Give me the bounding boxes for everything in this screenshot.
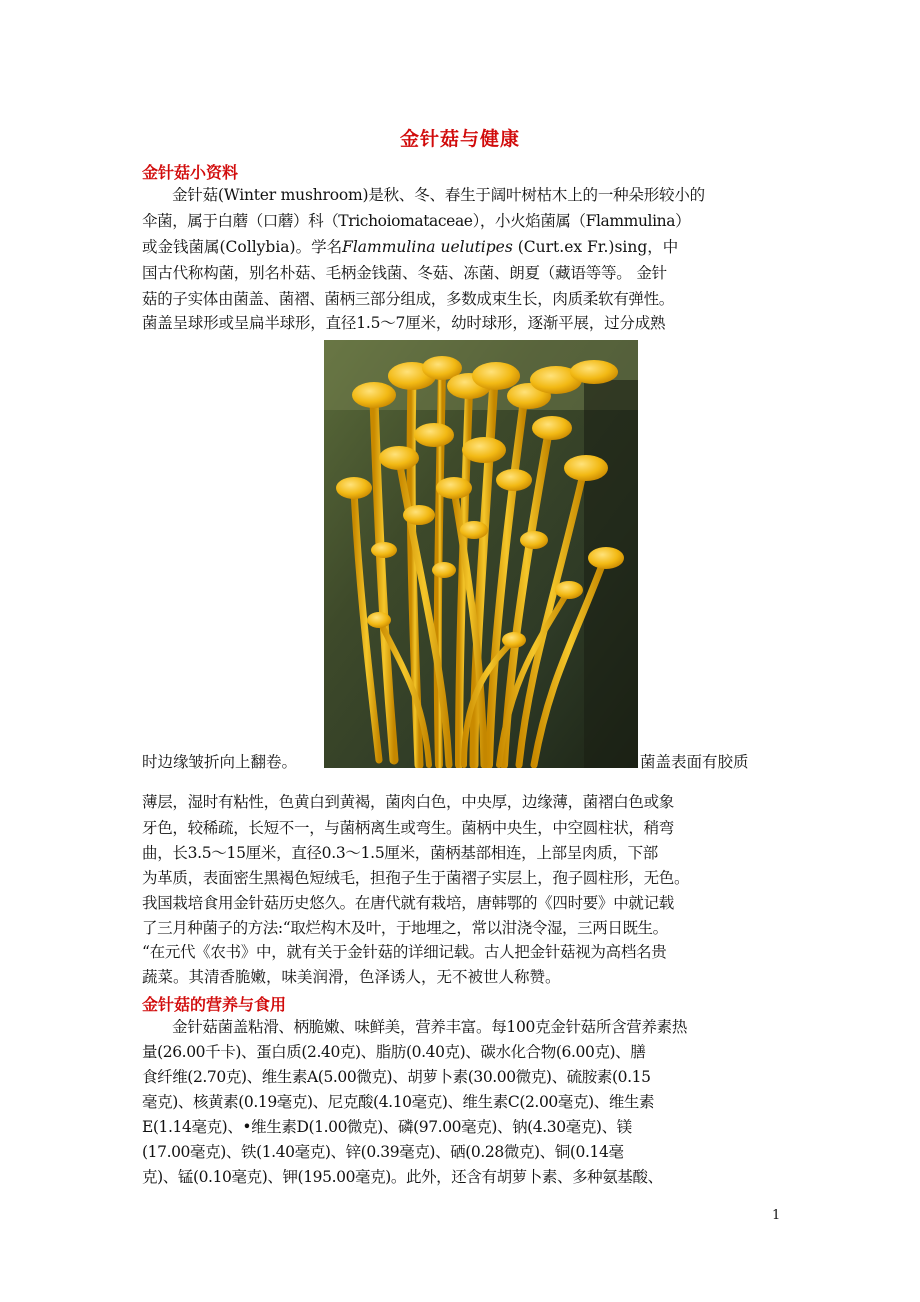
enoki-mushroom-image xyxy=(324,340,638,768)
mushroom-photo xyxy=(324,340,638,768)
paragraph-line: E(1.14毫克)、•维生素D(1.00微克)、磷(97.00毫克)、钠(4.30毫克)、镁 xyxy=(142,1118,632,1136)
paragraph-line: 金针菇(Winter mushroom)是秋、冬、春生于阔叶树枯木上的一种朵形较小的 xyxy=(172,186,705,204)
page-number: 1 xyxy=(772,1208,781,1223)
text-run: 或金钱菌属(Collybia)。学名 xyxy=(142,238,343,256)
paragraph-line: 毫克)、核黄素(0.19毫克)、尼克酸(4.10毫克)、维生素C(2.00毫克)、维生素 xyxy=(142,1093,655,1111)
page-title: 金针菇与健康 xyxy=(399,128,520,150)
section-heading-info: 金针菇小资料 xyxy=(142,163,239,182)
paragraph-line xyxy=(142,237,678,257)
paragraph-line: 食纤维(2.70克)、维生素A(5.00微克)、胡萝卜素(30.00微克)、硫胺素(0.15 xyxy=(142,1068,651,1086)
paragraph-line: 曲，长3.5～15厘米，直径0.3～1.5厘米，菌柄基部相连，上部呈肉质，下部 xyxy=(142,844,658,862)
paragraph-line: 伞菌，属于白蘑（口蘑）科（Trichoiomataceae），小火焰菌属（Flammulina） xyxy=(142,212,691,230)
paragraph-line: 蔬菜。其清香脆嫩，味美润滑，色泽诱人，无不被世人称赞。 xyxy=(142,968,561,986)
paragraph-line-right: 菌盖表面有胶质 xyxy=(640,753,749,771)
paragraph-line: 菌盖呈球形或呈扁半球形，直径1.5～7厘米，幼时球形，逐渐平展，过分成熟 xyxy=(142,314,666,332)
text-run: (Curt.ex Fr.)sing，中 xyxy=(512,238,679,256)
paragraph-line: 菇的子实体由菌盖、菌褶、菌柄三部分组成，多数成束生长，肉质柔软有弹性。 xyxy=(142,290,675,308)
paragraph-line: 国古代称构菌，别名朴菇、毛柄金钱菌、冬菇、冻菌、朗夏（藏语等等。 金针 xyxy=(142,264,667,282)
paragraph-line: 克)、锰(0.10毫克)、钾(195.00毫克)。此外，还含有胡萝卜素、多种氨基酸、 xyxy=(142,1168,663,1186)
section-heading-nutrition: 金针菇的营养与食用 xyxy=(142,995,287,1014)
paragraph-line-left: 时边缘皱折向上翻卷。 xyxy=(142,753,298,771)
paragraph-line: 了三月种菌子的方法:“取烂构木及叶，于地埋之，常以泔浇令湿，三两日既生。 xyxy=(142,919,668,937)
paragraph-line: (17.00毫克)、铁(1.40毫克)、锌(0.39毫克)、硒(0.28微克)、铜(0.14毫 xyxy=(142,1143,624,1161)
paragraph-line: 我国栽培食用金针菇历史悠久。在唐代就有栽培，唐韩鄂的《四时要》中就记载 xyxy=(142,894,675,912)
paragraph-line: 金针菇菌盖粘滑、柄脆嫩、味鲜美，营养丰富。每100克金针菇所含营养素热 xyxy=(172,1018,688,1036)
paragraph-line: “在元代《农书》中，就有关于金针菇的详细记载。古人把金针菇视为高档名贵 xyxy=(142,943,667,961)
paragraph-line: 为革质，表面密生黑褐色短绒毛，担孢子生于菌褶子实层上，孢子圆柱形，无色。 xyxy=(142,869,690,887)
paragraph-line: 量(26.00千卡)、蛋白质(2.40克)、脂肪(0.40克)、碳水化合物(6.00克)、膳 xyxy=(142,1043,646,1061)
latin-name: Flammulina uelutipes xyxy=(342,238,513,256)
paragraph-line: 牙色，较稀疏，长短不一，与菌柄离生或弯生。菌柄中央生，中空圆柱状，稍弯 xyxy=(142,819,675,837)
paragraph-line: 薄层，湿时有粘性，色黄白到黄褐，菌肉白色，中央厚，边缘薄，菌褶白色或象 xyxy=(142,793,675,811)
